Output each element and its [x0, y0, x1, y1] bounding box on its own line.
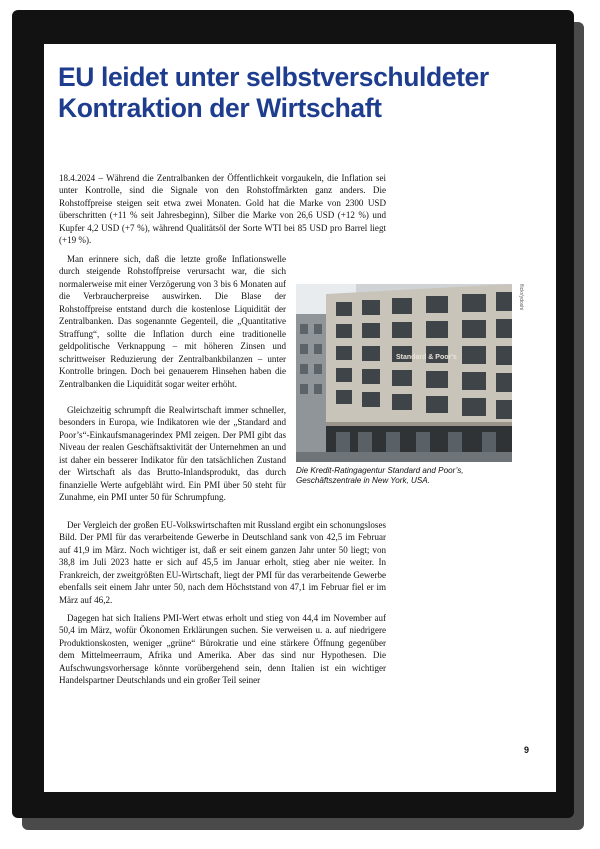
building-photo	[296, 284, 512, 462]
paragraph-3: Gleichzeitig schrumpft die Realwirtschaft immer schneller, besonders in Europa, wie Indikatoren wie der „Standard and Poor’s“-Einkaufsmanagerindex PMI zeigen. Der PMI gibt das Niveau der realen Geschäftsaktivität der Unternehmen an und ist daher ein besserer Indikator für den tatsächlichen Zustand der Wirtschaft als das Brutto-Inlandsprodukt, das durch finanzielle Werte aufgebläht wird. Ein PMI über 50 steht für Zunahme, ein PMI unter 50 für Schrumpfung.	[59, 405, 286, 503]
paragraph-2: Man erinnere sich, daß die letzte große Inflationswelle durch steigende Rohstoffpreise verursacht war, die sich normalerweise mit einer Verzögerung von 3 bis 6 Monaten auf die Verbraucherpreise auswirken. Die Blase der Rohstoffpreise entstand durch die kostenlose Liquidität der Zentralbanken. Das sogenannte Gegenteil, die „Quantitative Straffung“, sollte die Inflation durch eine traditionelle geldpolitische Verknappung – mit höheren Zinsen und schrittweiser Reduzierung der Zentralbankbilanzen – unter Kontrolle bringen. Doch bei genauerem Hinsehen haben die Zentralbanken die Liquidität sogar weiter erhöht.	[59, 254, 286, 389]
page-number: 9	[524, 745, 530, 755]
building-illustration	[296, 284, 512, 462]
paragraph-1: 18.4.2024 – Während die Zentralbanken der Öffentlichkeit vorgaukeln, die Inflation sei unter Kontrolle, sind die Signale von den Rohstoffmärkten ganz anders. Die Rohstoffpreise steigen seit etwa zwei Monaten. Gold hat die Marke von 2300 USD überschritten (+11 % seit Jahresbeginn), Silber die Marke von 26,6 USD (+12 %) und Kupfer 4,2 USD (+7 %), während Qualitätsöl der Sorte WTI bei 85 USD pro Barrel liegt (+19 %).	[59, 173, 386, 246]
paragraph-5: Dagegen hat sich Italiens PMI-Wert etwas erholt und stieg von 44,4 im November auf 50,4 im März, wofür Ökonomen Erklärungen suchen. Sie verweisen u. a. auf niedrigere Produktionskosten, weniger „grüne“ Bürokratie und eine stärkere Öffnung gegenüber dem Mittelmeerraum, Afrika und Amerika. Aber das sind nur Hypothesen. Die Aufschwungsvorhersage könnte vorübergehend sein, denn Italien ist ein wichtiger Handelspartner Deutschlands und ein großer Teil seiner	[59, 613, 386, 686]
paragraph-4: Der Vergleich der großen EU-Volkswirtschaften mit Russland ergibt ein schonungsloses Bild. Der PMI für das verarbeitende Gewerbe in Deutschland sank von 42,5 im Februar auf 41,9 im März. Noch wichtiger ist, daß er seit einem ganzen Jahr unter 50 liegt; von 38,8 im Juli 2023 hatte er sich auf 45,5 im Januar erholt, stieg aber nie weiter. In Frankreich, der zweitgrößten EU-Wirtschaft, liegt der PMI für das verarbeitende Gewerbe ebenfalls seit einem Jahr unter 50, nach dem Höchststand von 47,1 im Februar fiel er im März auf 46,2.	[59, 520, 386, 605]
photo-caption: Die Kredit-Ratingagentur Standard and Poor’s, Geschäftszentrale in New York, USA.	[296, 466, 464, 485]
building-sign-text: Standard & Poor's	[396, 354, 457, 361]
document-page	[44, 44, 556, 792]
article-title: EU leidet unter selbstverschuldeter Kontraktion der Wirtschaft	[58, 62, 489, 123]
photo-credit: flickr/ydoshi	[518, 284, 524, 311]
